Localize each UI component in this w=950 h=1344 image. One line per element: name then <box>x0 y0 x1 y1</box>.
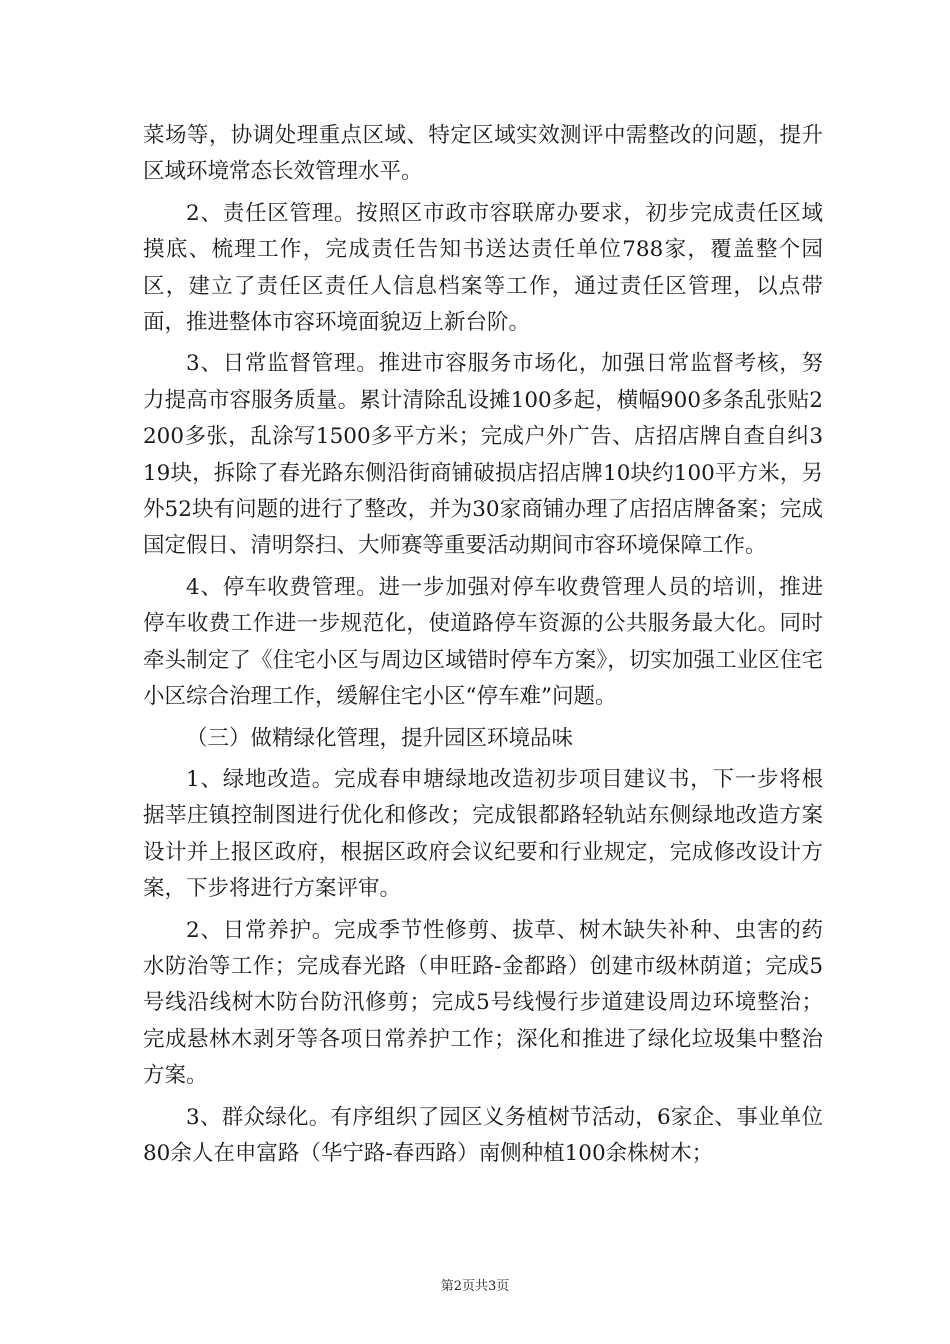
page-number: 第2页共3页 <box>440 1279 510 1294</box>
paragraph-responsibility-zone: 2、责任区管理。按照区市政市容联席办要求，初步完成责任区域摸底、梳理工作，完成责任告知书送达责任单位788家，覆盖整个园区，建立了责任区责任人信息档案等工作，通过责任区管理，以点带面，推进整体市容环境面貌迈上新台阶。 <box>143 200 823 336</box>
paragraph-daily-supervision: 3、日常监督管理。推进市容服务市场化，加强日常监督考核，努力提高市容服务质量。累计清除乱设摊100多起，横幅900多条乱张贴2200多张，乱涂写1500多平方米；完成户外广告、店招店牌自查自纠319块，拆除了春光路东侧沿街商铺破损店招店牌10块约100平方米，另外52块有问题的进行了整改，并为30家商铺办理了店招店牌备案；完成国定假日、清明祭扫、大师赛等重要活动期间市容环境保障工作。 <box>143 351 823 559</box>
paragraph-continuation: 菜场等，协调处理重点区域、特定区域实效测评中需整改的问题，提升区域环境常态长效管理水平。 <box>143 123 823 185</box>
document-body <box>143 118 823 1177</box>
paragraph-green-renovation: 1、绿地改造。完成春申塘绿地改造初步项目建议书，下一步将根据莘庄镇控制图进行优化和修改；完成银都路轻轨站东侧绿地改造方案设计并上报区政府，根据区政府会议纪要和行业规定，完成修改设计方案，下步将进行方案评审。 <box>143 766 823 902</box>
paragraph-public-greening: 3、群众绿化。有序组织了园区义务植树节活动，6家企、事业单位80余人在申富路（华宁路-春西路）南侧种植100余株树木； <box>143 1104 823 1166</box>
section-heading-greening: （三）做精绿化管理，提升园区环境品味 <box>186 725 574 751</box>
paragraph-parking-fee: 4、停车收费管理。进一步加强对停车收费管理人员的培训，推进停车收费工作进一步规范化，使道路停车资源的公共服务最大化。同时牵头制定了《住宅小区与周边区域错时停车方案》，切实加强工业区住宅小区综合治理工作，缓解住宅小区“停车难”问题。 <box>143 574 823 710</box>
paragraph-daily-maintenance: 2、日常养护。完成季节性修剪、拔草、树木缺失补种、虫害的药水防治等工作；完成春光路（申旺路-金都路）创建市级林荫道；完成5号线沿线树木防台防汛修剪；完成5号线慢行步道建设周边环境整治；完成悬林木剥牙等各项日常养护工作；深化和推进了绿化垃圾集中整治方案。 <box>143 917 823 1089</box>
